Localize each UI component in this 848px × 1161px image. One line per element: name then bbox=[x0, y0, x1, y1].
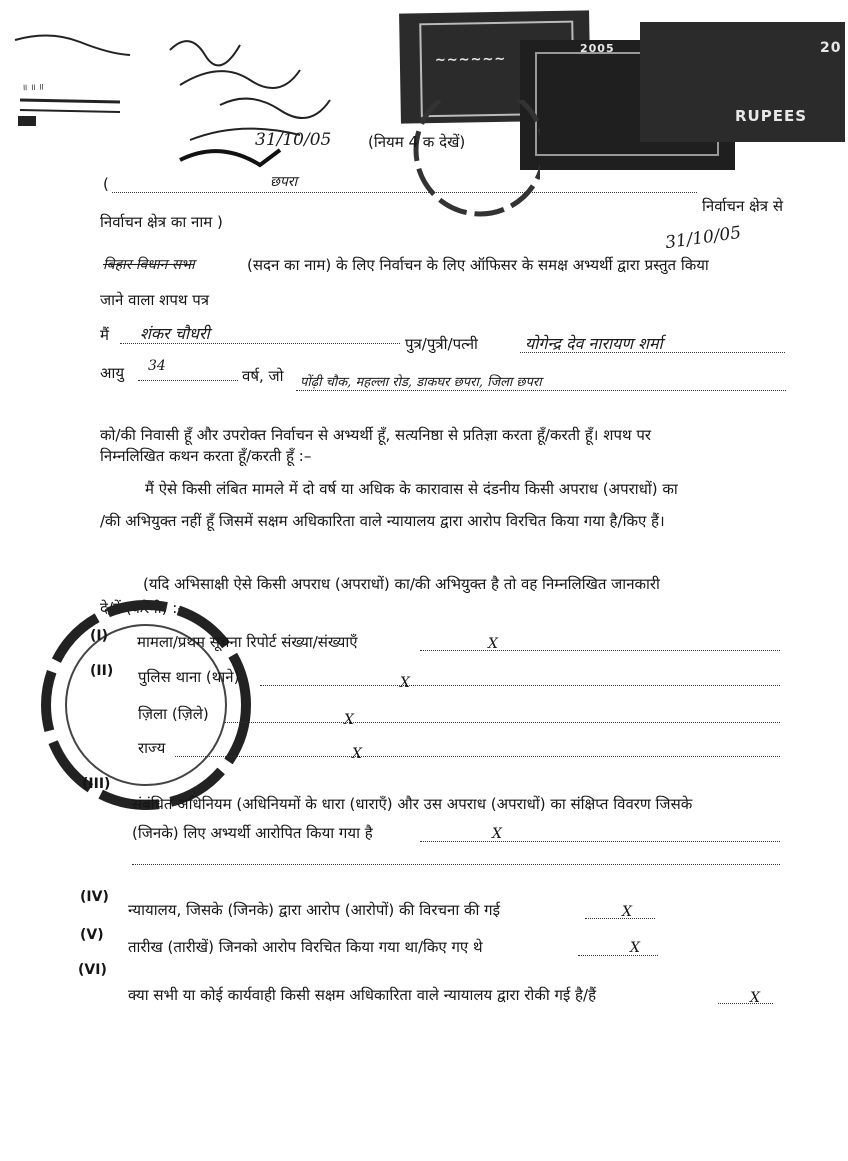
round-seal-top bbox=[400, 100, 540, 240]
item-num-5: (III) bbox=[82, 776, 111, 792]
item-num-7: (V) bbox=[80, 927, 104, 943]
item-dots-3 bbox=[225, 722, 780, 723]
address-dots bbox=[296, 390, 786, 391]
item-num-6: (IV) bbox=[80, 889, 109, 905]
house-line: (सदन का नाम) के लिए निर्वाचन के लिए ऑफिसर के समक्ष अभ्यर्थी द्वारा प्रस्तुत किया bbox=[247, 256, 709, 274]
item-dots-1 bbox=[420, 650, 780, 651]
handwritten-candidate-name: शंकर चौधरी bbox=[140, 324, 210, 343]
officer-signature bbox=[160, 30, 390, 180]
item-cross-7: X bbox=[630, 940, 640, 956]
age-prefix: आयु bbox=[100, 364, 125, 382]
item-dots-2 bbox=[260, 685, 780, 686]
handwritten-parent-name: योगेन्द्र देव नारायण शर्मा bbox=[525, 334, 663, 353]
stamp-rupees: RUPEES bbox=[735, 107, 808, 125]
handwritten-constituency: छपरा bbox=[270, 174, 298, 190]
para2-line2: दे/दें (करेगी) :– bbox=[100, 599, 185, 617]
handwritten-house: बिहार विधान सभा bbox=[103, 257, 195, 273]
item-text-2: पुलिस थाना (थाने) bbox=[138, 668, 240, 686]
item-text-1: मामला/प्रथम सूचना रिपोर्ट संख्या/संख्याएँ bbox=[137, 633, 358, 651]
item-dots-6 bbox=[585, 918, 655, 919]
item-cross-4: X bbox=[352, 746, 362, 762]
name-relation: पुत्र/पुत्री/पत्नी bbox=[405, 335, 478, 353]
stamp-year: 2005 bbox=[580, 42, 615, 55]
resident-line: को/की निवासी हूँ और उपरोक्त निर्वाचन से अभ्यर्थी हूँ, सत्यनिष्ठा से प्रतिज्ञा करता हूँ/करती हूँ। शपथ पर bbox=[100, 426, 651, 444]
item-text-4: राज्य bbox=[138, 739, 166, 757]
para1-line2: /की अभियुक्त नहीं हूँ जिसमें सक्षम अधिकारिता वाले न्यायालय द्वारा आरोप विरचित किया गया है/किए हैं। bbox=[100, 512, 665, 530]
item-cross-2: X bbox=[400, 675, 410, 691]
item-cross-6: X bbox=[622, 904, 632, 920]
item-dots-5b bbox=[132, 864, 780, 865]
item-cross-3: X bbox=[344, 712, 354, 728]
handwritten-age: 34 bbox=[148, 358, 166, 374]
item-dots-5 bbox=[420, 841, 780, 842]
para1-line1: मैं ऐसे किसी लंबित मामले में दो वर्ष या अधिक के कारावास से दंडनीय किसी अपराध (अपराधों) का bbox=[145, 480, 678, 498]
name-dots bbox=[120, 343, 400, 344]
constituency-name-label: निर्वाचन क्षेत्र का नाम ) bbox=[100, 213, 223, 231]
rule-reference: (नियम 4 क देखें) bbox=[368, 133, 466, 151]
item-dots-8 bbox=[718, 1003, 773, 1004]
item-num-8: (VI) bbox=[78, 962, 107, 978]
item-cross-1: X bbox=[488, 636, 498, 652]
corner-seal-text: ॥ ॥ ॥ bbox=[21, 82, 45, 94]
constituency-dots bbox=[112, 192, 697, 193]
handwritten-address: पोंढ़ी चौक, महल्ला रोड, डाकघर छपरा, जिला छपरा bbox=[300, 375, 542, 390]
handwritten-date-2: 31/10/05 bbox=[663, 222, 743, 254]
item-text-7: तारीख (तारीखें) जिनको आरोप विरचित किया गया था/किए गए थे bbox=[128, 938, 483, 956]
item-dots-7 bbox=[578, 955, 658, 956]
item-text-8: क्या सभी या कोई कार्यवाही किसी सक्षम अधिकारिता वाले न्यायालय द्वारा रोकी गई है/हैं bbox=[128, 986, 597, 1004]
para2-line1: (यदि अभिसाक्षी ऐसे किसी अपराध (अपराधों) का/की अभियुक्त है तो वह निम्नलिखित जानकारी bbox=[143, 575, 660, 593]
item-text-6: न्यायालय, जिसके (जिनके) द्वारा आरोप (आरोपों) की विरचना की गई bbox=[128, 901, 500, 919]
age-dots bbox=[138, 380, 238, 381]
item-cross-5: X bbox=[492, 826, 502, 842]
statement-line: निम्नलिखित कथन करता हूँ/करती हूँ :– bbox=[100, 447, 312, 465]
item-num-2: (II) bbox=[90, 663, 114, 679]
age-mid: वर्ष, जो bbox=[242, 367, 284, 385]
house-line-2: जाने वाला शपथ पत्र bbox=[100, 291, 210, 309]
name-prefix: मैं bbox=[100, 326, 109, 344]
item-dots-4 bbox=[175, 756, 780, 757]
handwritten-date: 31/10/05 bbox=[255, 130, 332, 150]
item-text-3: ज़िला (ज़िले) bbox=[138, 705, 209, 723]
constituency-suffix: निर्वाचन क्षेत्र से bbox=[702, 197, 783, 215]
corner-scribble bbox=[10, 30, 160, 130]
stamp-value: 20 bbox=[820, 40, 842, 56]
stamp-paper-left: ~~~~~~ bbox=[399, 10, 591, 123]
item-text-5b: (जिनके) लिए अभ्यर्थी आरोपित किया गया है bbox=[132, 824, 373, 842]
constituency-open: ( bbox=[103, 175, 109, 193]
item-text-5: संबंधित अधिनियम (अधिनियमों के धारा (धाराएँ) और उस अपराध (अपराधों) का संक्षिप्त विवरण जिसके bbox=[132, 795, 693, 813]
item-cross-8: X bbox=[750, 990, 760, 1006]
item-num-1: (I) bbox=[90, 628, 109, 644]
stamp-paper-right bbox=[640, 22, 845, 142]
parent-dots bbox=[520, 352, 785, 353]
